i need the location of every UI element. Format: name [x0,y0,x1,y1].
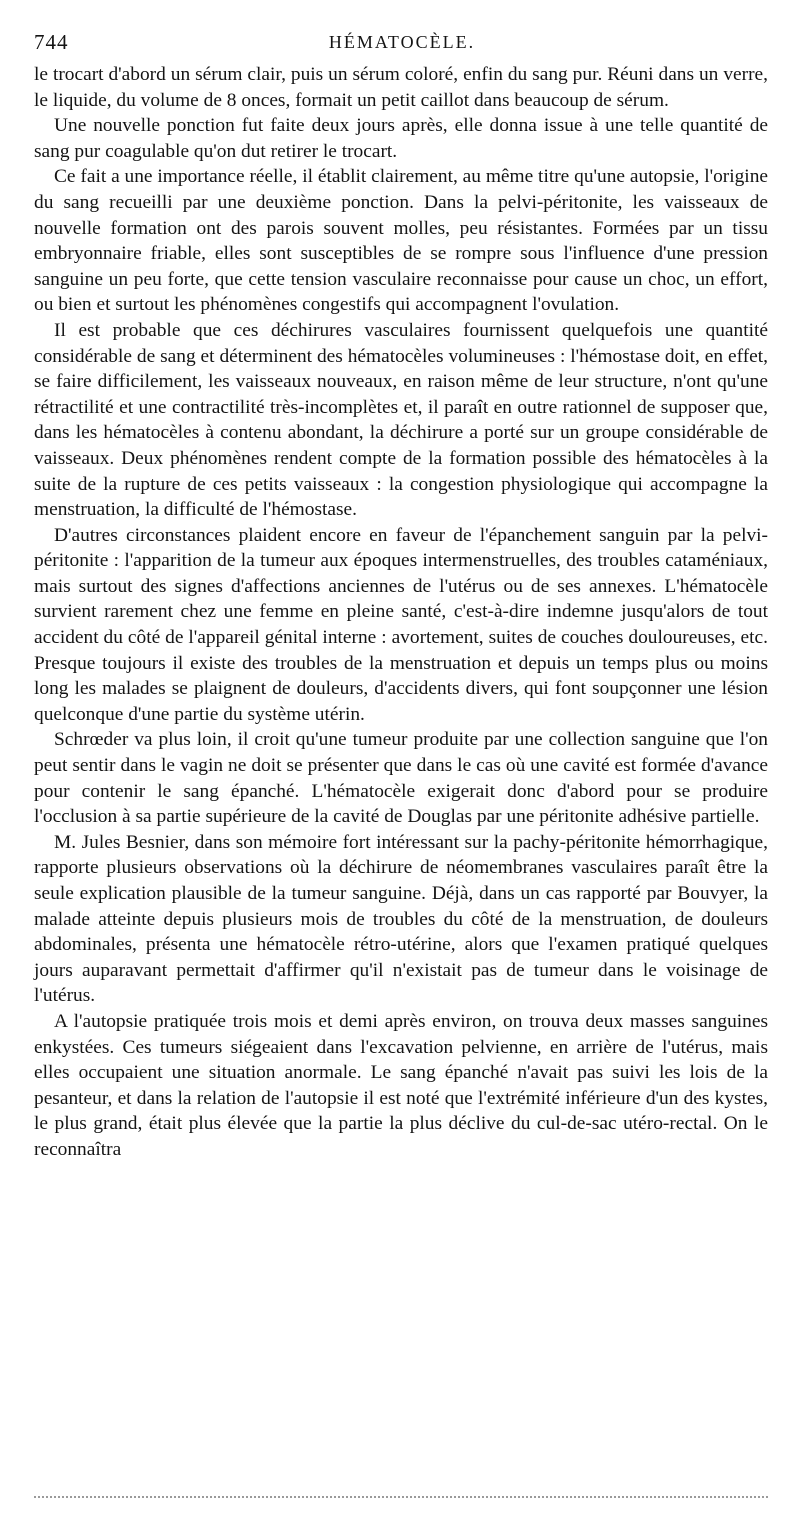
page-number: 744 [34,30,69,54]
body-text [34,62,768,1163]
page-header [34,30,770,60]
paragraph-2: Une nouvelle ponction fut faite deux jours après, elle donna issue à une telle quantité de sang pur coagulable qu'on dut retirer le trocart. [34,115,768,162]
running-title: HÉMATOCÈLE. [328,32,476,52]
paragraph-1: le trocart d'abord un sérum clair, puis un sérum coloré, enfin du sang pur. Réuni dans un verre, le liquide, du volume de 8 onces, formait un petit caillot dans beaucoup de sérum. [34,64,768,111]
paragraph-4: Il est probable que ces déchirures vasculaires fournissent quelquefois une quantité considérable de sang et déterminent des hématocèles volumineuses : l'hémostase doit, en effet, se faire difficilement, les vaisseaux nouveaux, en raison même de leur structure, n'ont qu'une rétractilité et une contractilité très-incomplètes et, il paraît en outre rationnel de supposer que, dans les hématocèles à contenu abondant, la déchirure a porté sur un groupe considérable de vaisseaux. Deux phénomènes rendent compte de la formation possible des hématocèles à la suite de la rupture de ces petits vaisseaux : la congestion physiologique qui accompagne la menstruation, la difficulté de l'hémostase. [34,319,768,521]
paragraph-8: A l'autopsie pratiquée trois mois et demi après environ, on trouva deux masses sanguines enkystées. Ces tumeurs siégeaient dans l'excavation pelvienne, en arrière de l'utérus, mais elles occupaient une situation anormale. Le sang épanché n'avait pas suivi les lois de la pesanteur, et dans la relation de l'autopsie il est noté que l'extrémité inférieure d'un des kystes, le plus grand, était plus élevée que la partie la plus déclive du cul-de-sac utéro-rectal. On le reconnaîtra [34,1010,768,1160]
paragraph-7: M. Jules Besnier, dans son mémoire fort intéressant sur la pachy-péritonite hémorrhagique, rapporte plusieurs observations où la déchirure de néomembranes vasculaires paraît être la seule explication plausible de la tumeur sanguine. Déjà, dans un cas rapporté par Bouvyer, la malade atteinte depuis plusieurs mois de troubles du côté de la menstruation, de douleurs abdominales, présenta une hématocèle rétro-utérine, alors que l'examen pratiqué quelques jours auparavant permettait d'affirmer qu'il n'existait pas de tumeur dans le voisinage de l'utérus. [34,831,768,1007]
paragraph-5: D'autres circonstances plaident encore en faveur de l'épanchement sanguin par la pelvi-péritonite : l'apparition de la tumeur aux époques intermenstruelles, des troubles cataméniaux, mais surtout des signes d'affections anciennes de l'utérus ou de ses annexes. L'hématocèle survient rarement chez une femme en pleine santé, c'est-à-dire indemne jusqu'alors de tout accident du côté de l'appareil génital interne : avortement, suites de couches douloureuses, etc. Presque toujours il existe des troubles de la menstruation et depuis un temps plus ou moins long les malades se plaignent de douleurs, d'accidents divers, qui font soupçonner une lésion quelconque d'une partie du système utérin. [34,524,768,725]
paragraph-3: Ce fait a une importance réelle, il établit clairement, au même titre qu'une autopsie, l'origine du sang recueilli par une deuxième ponction. Dans la pelvi-péritonite, les vaisseaux de nouvelle formation ont des parois souvent molles, peu résistantes. Formées par un tissu embryonnaire friable, elles sont susceptibles de se rompre sous l'influence d'une pression sanguine un peu forte, que cette tension vasculaire reconnaisse pour cause un choc, un effort, ou bien et surtout les phénomènes congestifs qui accompagnent l'ovulation. [34,166,768,316]
footer-dotted-rule [34,1496,768,1498]
paragraph-6: Schrœder va plus loin, il croit qu'une tumeur produite par une collection sanguine que l'on peut sentir dans le vagin ne doit se présenter que dans le cas où une cavité est formée d'avance pour contenir le sang épanché. L'hématocèle exigerait donc d'abord pour se produire l'occlusion à sa partie supérieure de la cavité de Douglas par une péritonite adhésive partielle. [34,729,768,828]
